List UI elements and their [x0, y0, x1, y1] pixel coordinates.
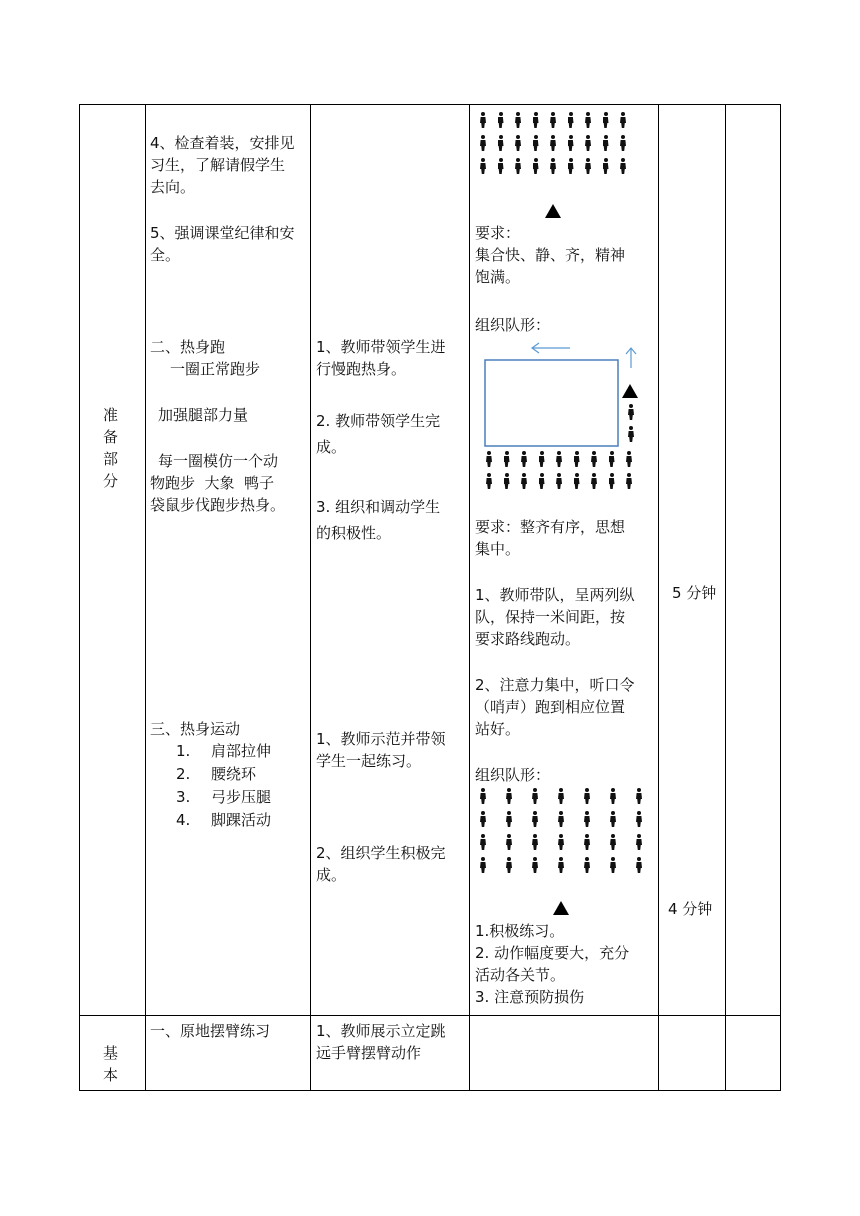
student-icon — [566, 135, 576, 151]
student-icon — [519, 451, 529, 467]
formation-label: 组织队形： — [475, 766, 551, 784]
student-icon — [607, 473, 617, 489]
basic-title: 一、原地摆臂练习 — [150, 1022, 271, 1040]
student-icon — [582, 834, 592, 850]
section-char: 基 — [103, 1044, 119, 1062]
student-icon — [478, 135, 488, 151]
student-icon — [608, 811, 618, 827]
student-icon — [556, 857, 566, 873]
warmup-ex-num: 3. — [176, 788, 191, 806]
warmup-run-title: 二、热身跑 — [150, 338, 226, 356]
section-char: 本 — [103, 1066, 119, 1084]
requirement-label: 要求： — [475, 224, 521, 242]
student-icon — [624, 451, 634, 467]
student-icon — [478, 112, 488, 128]
student-icon — [484, 473, 494, 489]
student-icon — [583, 158, 593, 174]
student-icon — [513, 158, 523, 174]
student-icon — [502, 451, 512, 467]
col-line-5 — [725, 104, 726, 1091]
animal-run-line: 物跑步 大象 鸭子 — [150, 474, 275, 492]
attention-line: （哨声）跑到相应位置 — [475, 698, 626, 716]
note-line: 1.积极练习。 — [475, 922, 565, 940]
section-char: 准 — [103, 406, 119, 424]
lead-line: 1、教师带队，呈两列纵 — [475, 586, 635, 604]
attention-line: 站好。 — [475, 720, 521, 738]
student-icon — [608, 788, 618, 804]
teacher-line: 成。 — [316, 866, 347, 884]
student-icon — [624, 473, 634, 489]
student-icon — [496, 135, 506, 151]
teacher-triangle-icon — [545, 204, 561, 218]
student-icon — [478, 811, 488, 827]
student-icon — [634, 811, 644, 827]
student-icon — [530, 811, 540, 827]
warmup-ex-num: 1. — [176, 742, 191, 760]
student-icon — [548, 135, 558, 151]
teacher-line: 学生一起练习。 — [316, 752, 422, 770]
animal-run-line: 每一圈模仿一个动 — [158, 452, 279, 470]
student-icon — [618, 158, 628, 174]
item4-line: 习生，了解请假学生 — [150, 156, 286, 174]
section-char: 分 — [103, 472, 119, 490]
warmup-ex-item: 肩部拉伸 — [211, 742, 272, 760]
student-icon — [531, 112, 541, 128]
student-icon — [607, 451, 617, 467]
student-icon — [478, 788, 488, 804]
warmup-ex-item: 弓步压腿 — [211, 788, 272, 806]
col-line-1 — [145, 104, 146, 1091]
student-icon — [601, 158, 611, 174]
note-line: 3. 注意预防损伤 — [475, 988, 585, 1006]
student-icon — [531, 135, 541, 151]
requirement-line: 饱满。 — [475, 268, 521, 286]
student-icon — [530, 834, 540, 850]
student-icon — [608, 857, 618, 873]
teacher-line: 行慢跑热身。 — [316, 360, 407, 378]
animal-run-line: 袋鼠步伐跑步热身。 — [150, 496, 286, 514]
item4-line: 4、检查着装，安排见 — [150, 134, 295, 152]
student-icon — [530, 788, 540, 804]
student-icon — [582, 788, 592, 804]
student-icon — [626, 426, 636, 442]
student-icon — [537, 473, 547, 489]
student-icon — [548, 112, 558, 128]
teacher-line: 远手臂摆臂动作 — [316, 1044, 422, 1062]
requirement-line: 集合快、静、齐，精神 — [475, 246, 626, 264]
section-char: 备 — [103, 428, 119, 446]
student-icon — [566, 158, 576, 174]
teacher-line: 1、教师示范并带领 — [316, 730, 446, 748]
warmup-ex-title: 三、热身运动 — [150, 720, 241, 738]
student-icon — [582, 857, 592, 873]
col-line-3 — [469, 104, 470, 1091]
student-icon — [634, 857, 644, 873]
student-icon — [572, 451, 582, 467]
teacher-line: 1、教师带领学生进 — [316, 338, 446, 356]
col-line-2 — [310, 104, 311, 1091]
student-icon — [554, 473, 564, 489]
teacher-triangle-icon — [553, 901, 569, 915]
student-icon — [504, 857, 514, 873]
teacher-line: 2、组织学生积极完 — [316, 844, 446, 862]
col-line-4 — [658, 104, 659, 1091]
student-icon — [496, 112, 506, 128]
student-icon — [589, 473, 599, 489]
student-icon — [554, 451, 564, 467]
student-icon — [618, 112, 628, 128]
item5-line: 5、强调课堂纪律和安 — [150, 224, 295, 242]
student-icon — [519, 473, 529, 489]
note-line: 活动各关节。 — [475, 966, 566, 984]
student-icon — [601, 135, 611, 151]
item4-line: 去向。 — [150, 178, 196, 196]
warmup-ex-item: 腰绕环 — [211, 765, 257, 783]
lead-line: 队，保持一米间距，按 — [475, 608, 626, 626]
warmup-ex-num: 4. — [176, 811, 191, 829]
teacher-triangle-icon — [622, 384, 638, 398]
student-icon — [572, 473, 582, 489]
warmup-run-line: 加强腿部力量 — [158, 406, 249, 424]
requirement-line: 要求：整齐有序，思想 — [475, 518, 626, 536]
student-icon — [496, 158, 506, 174]
duration: 4 分钟 — [668, 900, 713, 918]
student-icon — [556, 834, 566, 850]
student-icon — [484, 451, 494, 467]
lead-line: 要求路线跑动。 — [475, 630, 581, 648]
warmup-ex-item: 脚踝活动 — [211, 811, 272, 829]
student-icon — [556, 811, 566, 827]
field-rect — [485, 360, 618, 446]
teacher-line: 成。 — [316, 438, 347, 456]
section-char: 部 — [103, 450, 119, 468]
student-icon — [513, 112, 523, 128]
note-line: 2. 动作幅度要大，充分 — [475, 944, 630, 962]
attention-line: 2、注意力集中，听口令 — [475, 676, 635, 694]
teacher-line: 的积极性。 — [316, 524, 392, 542]
student-icon — [537, 451, 547, 467]
duration: 5 分钟 — [672, 584, 717, 602]
student-icon — [478, 857, 488, 873]
item5-line: 全。 — [150, 246, 181, 264]
requirement-line: 集中。 — [475, 540, 521, 558]
student-icon — [608, 834, 618, 850]
student-icon — [626, 404, 636, 420]
student-icon — [589, 451, 599, 467]
student-icon — [548, 158, 558, 174]
student-icon — [583, 135, 593, 151]
student-icon — [504, 834, 514, 850]
student-icon — [634, 788, 644, 804]
student-icon — [502, 473, 512, 489]
student-icon — [504, 811, 514, 827]
table-border-top — [79, 104, 780, 105]
student-icon — [634, 834, 644, 850]
col-line-0 — [79, 104, 80, 1091]
student-icon — [478, 158, 488, 174]
teacher-line: 2. 教师带领学生完 — [316, 412, 441, 430]
student-icon — [556, 788, 566, 804]
teacher-line: 3. 组织和调动学生 — [316, 498, 441, 516]
student-icon — [504, 788, 514, 804]
col-line-6 — [780, 104, 781, 1091]
teacher-line: 1、教师展示立定跳 — [316, 1022, 446, 1040]
student-icon — [583, 112, 593, 128]
table-border-bottom — [79, 1090, 780, 1091]
formation-label: 组织队形： — [475, 316, 551, 334]
student-icon — [531, 158, 541, 174]
student-icon — [601, 112, 611, 128]
student-icon — [618, 135, 628, 151]
student-icon — [478, 834, 488, 850]
row-divider — [79, 1015, 780, 1016]
student-icon — [513, 135, 523, 151]
student-icon — [566, 112, 576, 128]
student-icon — [582, 811, 592, 827]
warmup-ex-num: 2. — [176, 765, 191, 783]
student-icon — [530, 857, 540, 873]
warmup-run-line: 一圈正常跑步 — [170, 360, 261, 378]
